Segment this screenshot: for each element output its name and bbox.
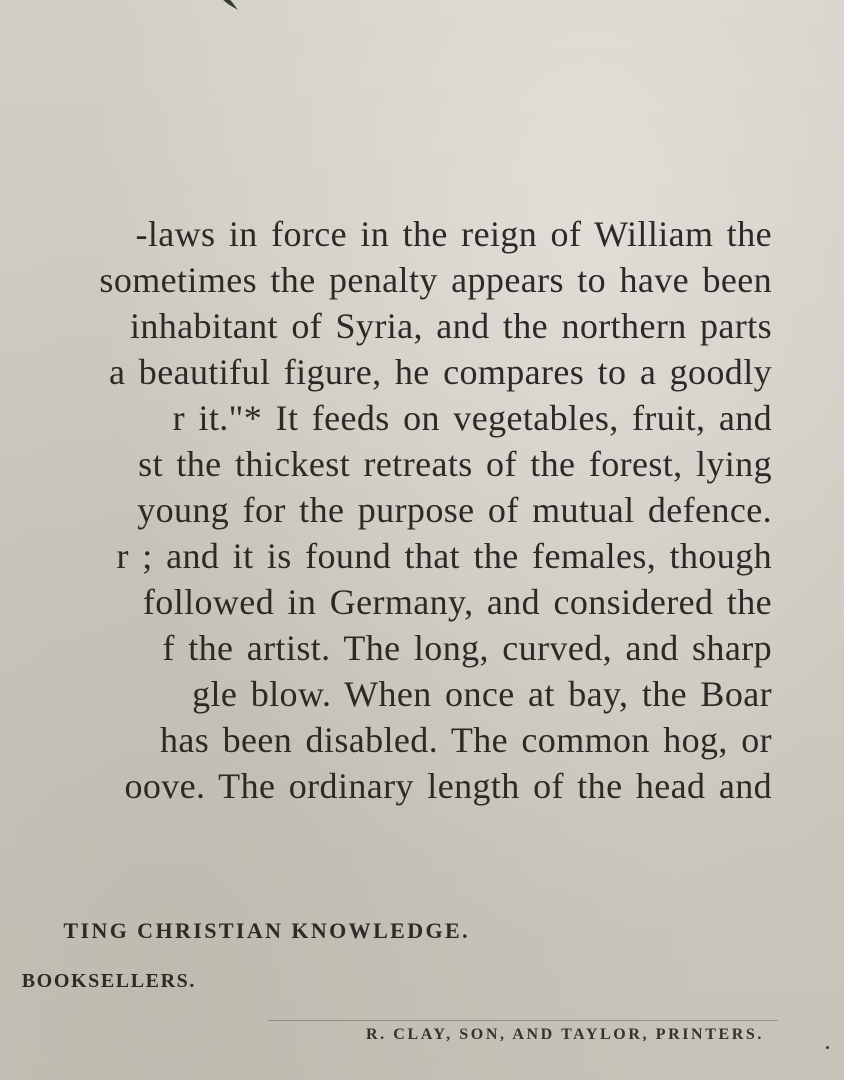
- text-line: young for the purpose of mutual defence.: [137, 490, 772, 530]
- text-line: r ; and it is found that the females, though: [116, 536, 772, 576]
- publisher-booksellers-line: BOOKSELLERS.: [21, 970, 196, 992]
- text-line: oove. The ordinary length of the head and: [124, 766, 772, 806]
- text-line: inhabitant of Syria, and the northern parts: [129, 306, 772, 346]
- body-text: [0, 208, 844, 808]
- text-line: sometimes the penalty appears to have been: [99, 260, 772, 300]
- text-line: has been disabled. The common hog, or: [159, 720, 772, 760]
- text-line: gle blow. When once at bay, the Boar: [192, 674, 772, 714]
- text-line: a beautiful figure, he compares to a goodly: [109, 352, 772, 392]
- publisher-society-line: TING CHRISTIAN KNOWLEDGE.: [63, 918, 470, 943]
- printer-credit: R. CLAY, SON, AND TAYLOR, PRINTERS.: [365, 1026, 764, 1043]
- ornament-fragment-icon: [214, 0, 242, 18]
- text-line: f the artist. The long, curved, and sharp: [162, 628, 772, 668]
- text-line: r it."* It feeds on vegetables, fruit, and: [172, 398, 772, 438]
- text-line: followed in Germany, and considered the: [142, 582, 772, 622]
- paper-speck: [826, 1046, 829, 1049]
- printer-rule: [268, 1020, 778, 1021]
- text-line: st the thickest retreats of the forest, lying: [138, 444, 772, 484]
- text-line: -laws in force in the reign of William the: [135, 214, 772, 254]
